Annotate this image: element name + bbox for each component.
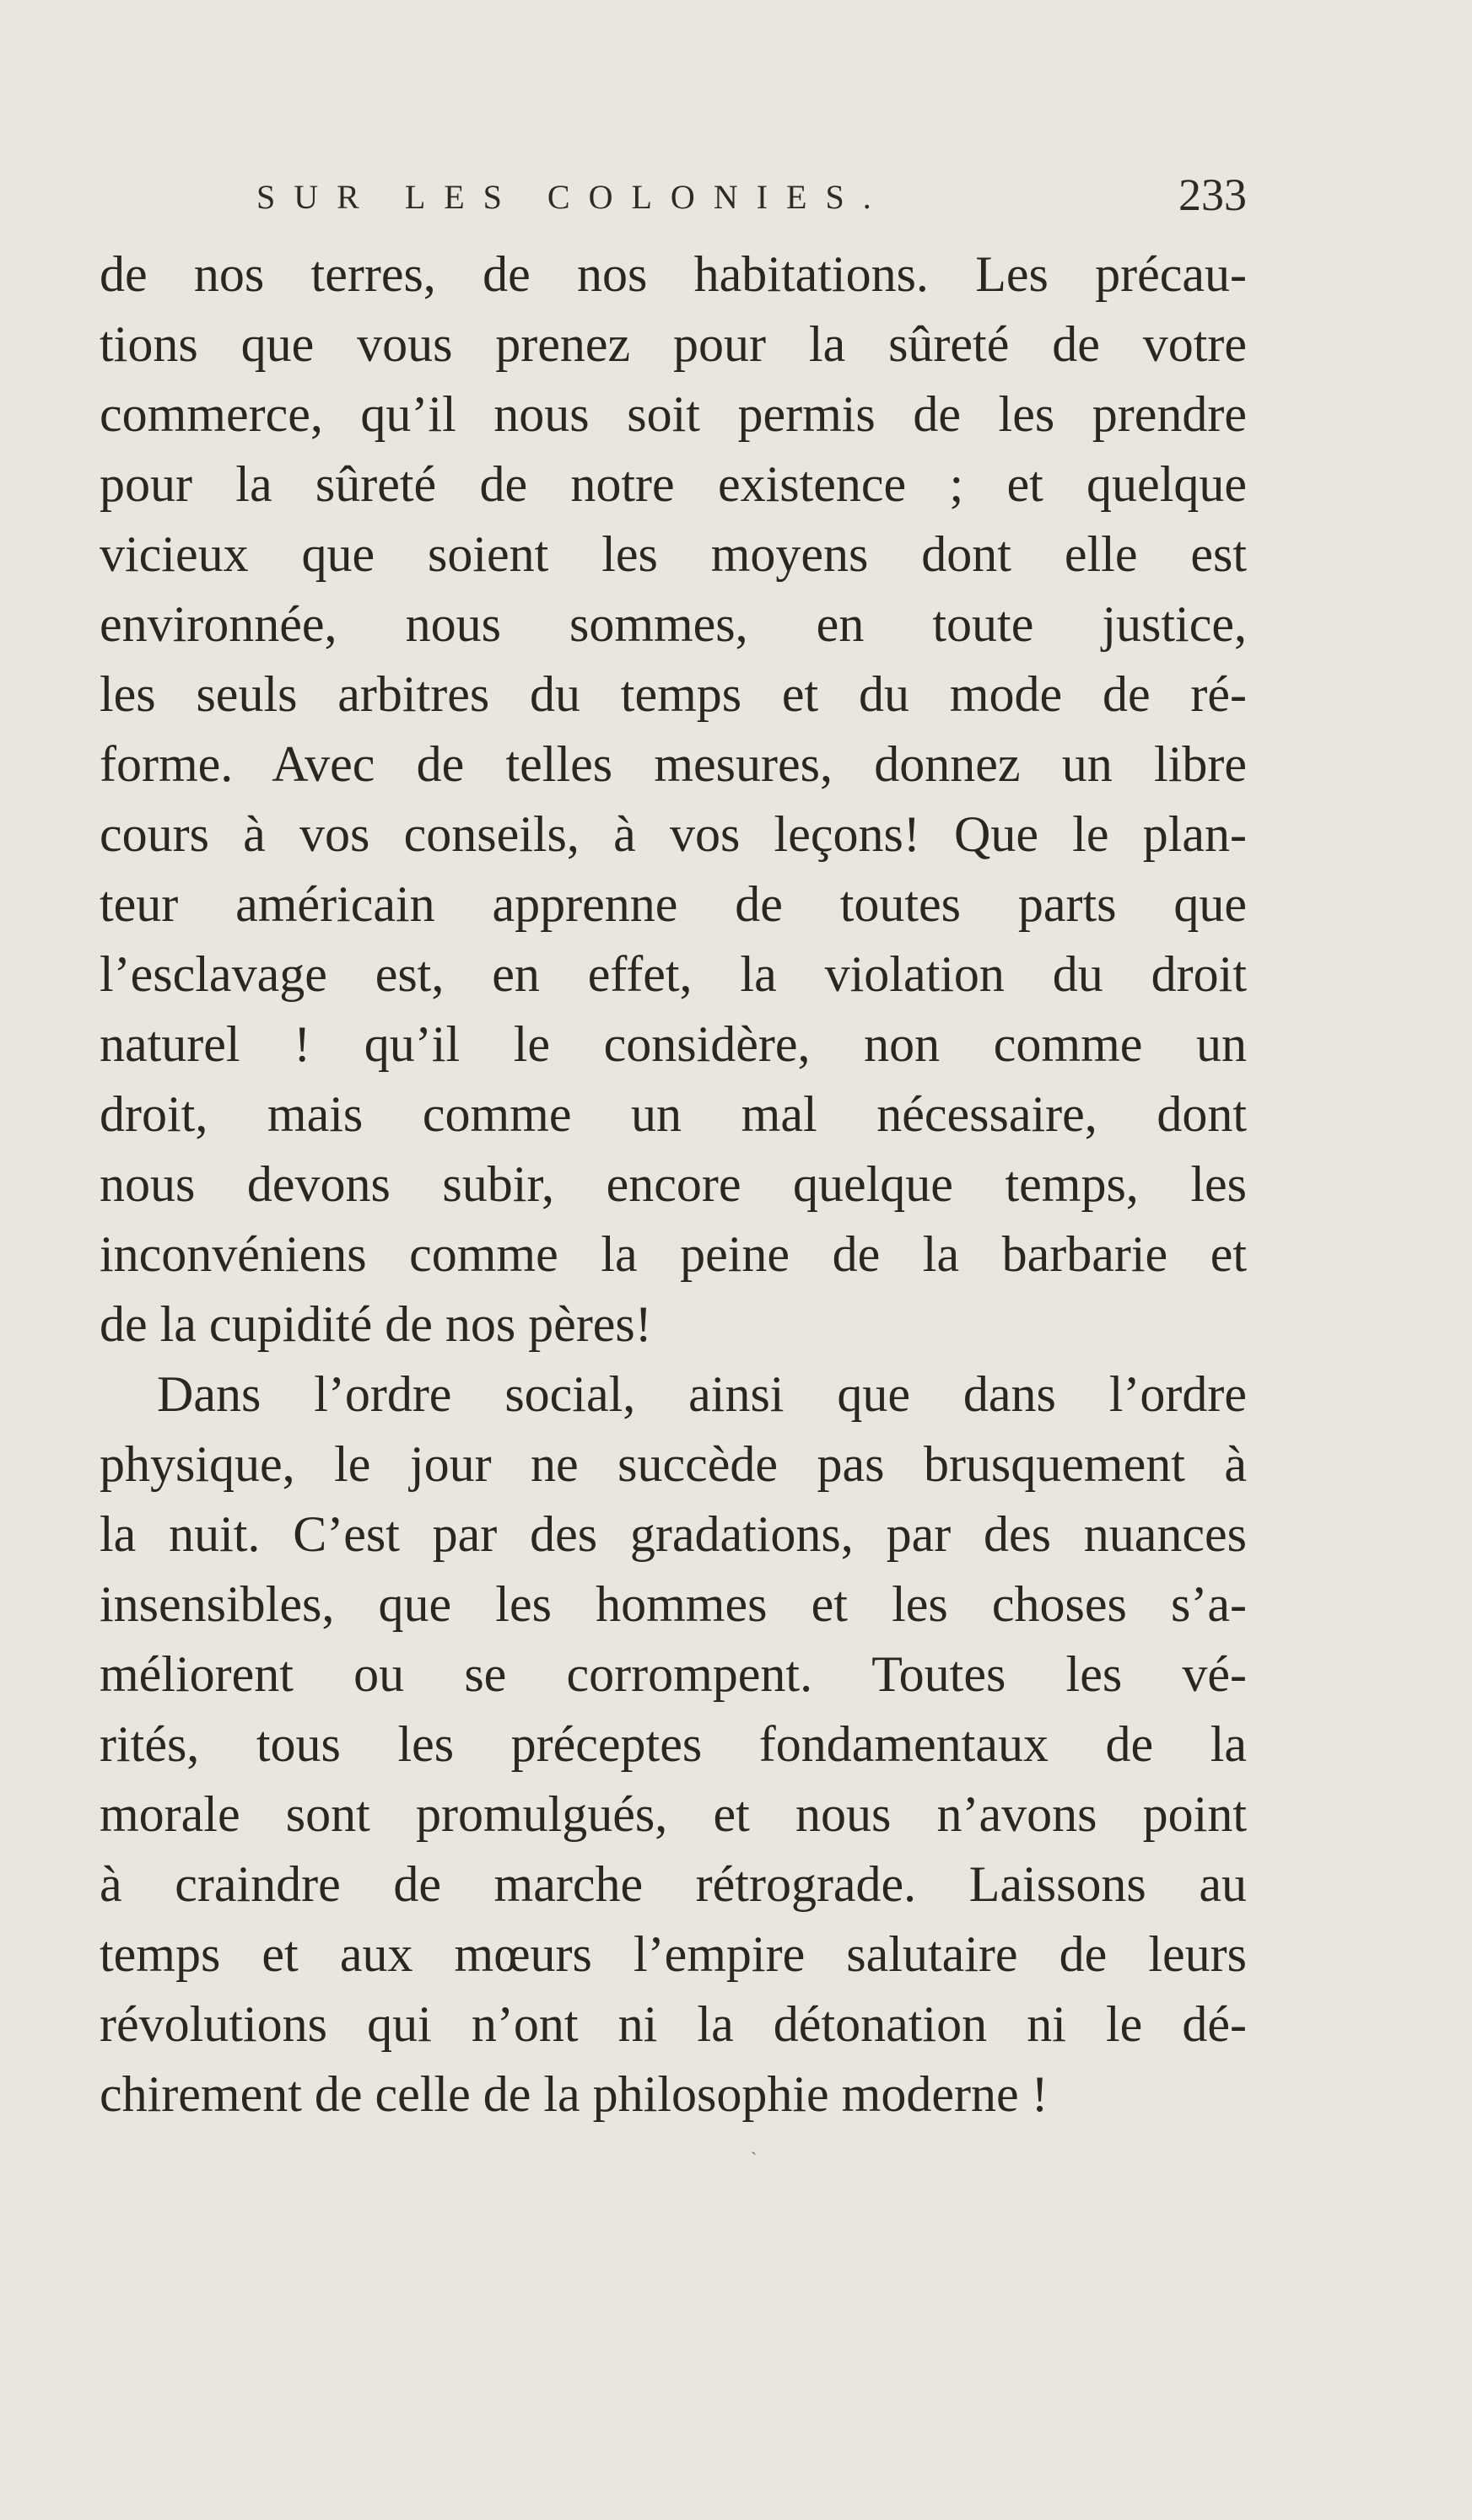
paragraph-2 — [100, 1360, 1247, 2130]
text-line: droit, mais comme un mal nécessaire, dont — [100, 1086, 1247, 1142]
text-line: cours à vos conseils, à vos leçons! Que le plan- — [100, 806, 1247, 862]
text-line: rités, tous les préceptes fondamentaux de la — [100, 1716, 1247, 1772]
text-line: inconvéniens comme la peine de la barbarie et — [100, 1226, 1247, 1282]
text-line: chirement de celle de la philosophie moderne ! — [100, 2066, 1049, 2122]
text-line: la nuit. C’est par des gradations, par des nuances — [100, 1506, 1247, 1562]
text-line: pour la sûreté de notre existence ; et quelque — [100, 456, 1247, 512]
text-line: révolutions qui n’ont ni la détonation ni le dé- — [100, 1996, 1247, 2052]
page-number: 233 — [1178, 170, 1247, 220]
text-line: commerce, qu’il nous soit permis de les prendre — [100, 386, 1247, 442]
text-line: l’esclavage est, en effet, la violation du droit — [100, 946, 1247, 1002]
page-header — [100, 169, 1247, 223]
body-text — [100, 240, 1247, 2130]
text-line: morale sont promulgués, et nous n’avons point — [100, 1786, 1247, 1842]
text-line: de la cupidité de nos pères! — [100, 1296, 652, 1352]
text-line: physique, le jour ne succède pas brusquement à — [100, 1436, 1247, 1492]
text-line: environnée, nous sommes, en toute justice, — [100, 596, 1247, 652]
text-line: nous devons subir, encore quelque temps, les — [100, 1156, 1247, 1212]
text-line: temps et aux mœurs l’empire salutaire de leurs — [100, 1926, 1247, 1982]
running-title: SUR LES COLONIES. — [256, 178, 890, 216]
text-line: insensibles, que les hommes et les choses s’a- — [100, 1576, 1247, 1632]
text-line: méliorent ou se corrompent. Toutes les vé- — [100, 1646, 1247, 1702]
text-line: Dans l’ordre social, ainsi que dans l’ordre — [157, 1366, 1247, 1422]
text-line: teur américain apprenne de toutes parts que — [100, 876, 1247, 932]
footer-mark: ˎ — [751, 2134, 758, 2155]
text-line: à craindre de marche rétrograde. Laissons au — [100, 1856, 1247, 1912]
text-line: vicieux que soient les moyens dont elle est — [100, 526, 1247, 582]
paragraph-1 — [100, 240, 1247, 1360]
text-line: naturel ! qu’il le considère, non comme un — [100, 1016, 1247, 1072]
text-line: forme. Avec de telles mesures, donnez un libre — [100, 736, 1247, 792]
text-line: les seuls arbitres du temps et du mode de ré- — [100, 666, 1247, 722]
text-line: de nos terres, de nos habitations. Les précau- — [100, 246, 1247, 302]
text-line: tions que vous prenez pour la sûreté de votre — [100, 316, 1247, 372]
